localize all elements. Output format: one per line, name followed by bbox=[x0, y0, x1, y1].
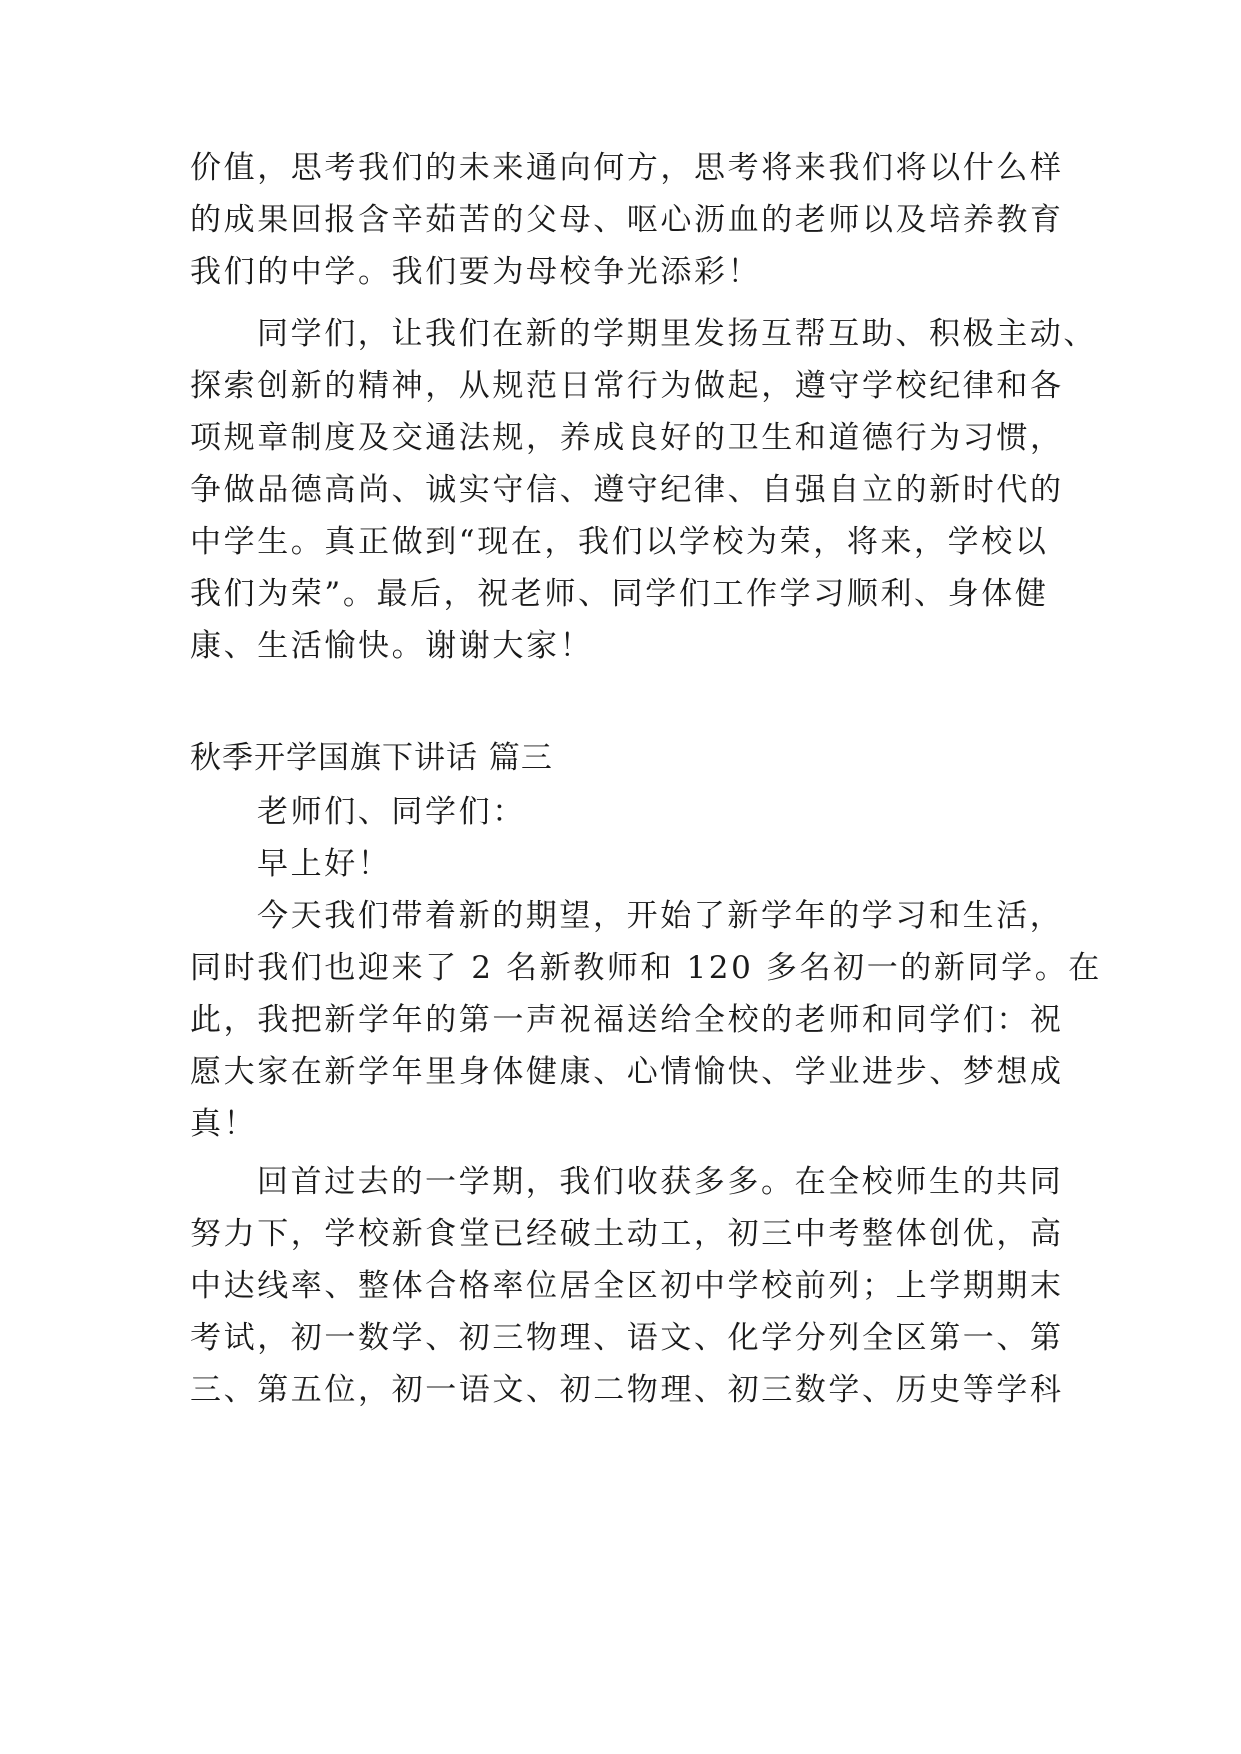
text-line: 我们的中学。我们要为母校争光添彩！ bbox=[190, 254, 762, 290]
text-line: 愿大家在新学年里身体健康、心情愉快、学业进步、梦想成 bbox=[190, 1054, 1064, 1090]
text-line: 考试，初一数学、初三物理、语文、化学分列全区第一、第 bbox=[190, 1320, 1064, 1356]
morning-line: 早上好！ bbox=[257, 846, 392, 882]
text-line: 的成果回报含辛茹苦的父母、呕心沥血的老师以及培养教育 bbox=[190, 202, 1064, 238]
text-line: 真！ bbox=[190, 1106, 258, 1142]
text-line: 争做品德高尚、诚实守信、遵守纪律、自强自立的新时代的 bbox=[190, 472, 1064, 508]
text-line: 同学们，让我们在新的学期里发扬互帮互助、积极主动、 bbox=[257, 316, 1097, 352]
text-line: 我们为荣”。最后，祝老师、同学们工作学习顺利、身体健 bbox=[190, 576, 1049, 612]
text-line: 努力下，学校新食堂已经破土动工，初三中考整体创优，高 bbox=[190, 1216, 1064, 1252]
section-title: 秋季开学国旗下讲话 篇三 bbox=[190, 740, 553, 776]
text-line: 此，我把新学年的第一声祝福送给全校的老师和同学们：祝 bbox=[190, 1002, 1064, 1038]
text-line: 中达线率、整体合格率位居全区初中学校前列；上学期期末 bbox=[190, 1268, 1064, 1304]
text-line: 回首过去的一学期，我们收获多多。在全校师生的共同 bbox=[257, 1164, 1064, 1200]
text-line: 康、生活愉快。谢谢大家！ bbox=[190, 628, 594, 664]
text-line: 同时我们也迎来了 2 名新教师和 120 多名初一的新同学。在 bbox=[190, 950, 1102, 986]
text-line: 三、第五位，初一语文、初二物理、初三数学、历史等学科 bbox=[190, 1372, 1064, 1408]
greeting-line: 老师们、同学们： bbox=[257, 794, 526, 830]
text-line: 项规章制度及交通法规，养成良好的卫生和道德行为习惯， bbox=[190, 420, 1064, 456]
text-line: 中学生。真正做到“现在，我们以学校为荣，将来，学校以 bbox=[190, 524, 1049, 560]
text-line: 价值，思考我们的未来通向何方，思考将来我们将以什么样 bbox=[190, 150, 1064, 186]
text-line: 今天我们带着新的期望，开始了新学年的学习和生活， bbox=[257, 898, 1064, 934]
text-line: 探索创新的精神，从规范日常行为做起，遵守学校纪律和各 bbox=[190, 368, 1064, 404]
